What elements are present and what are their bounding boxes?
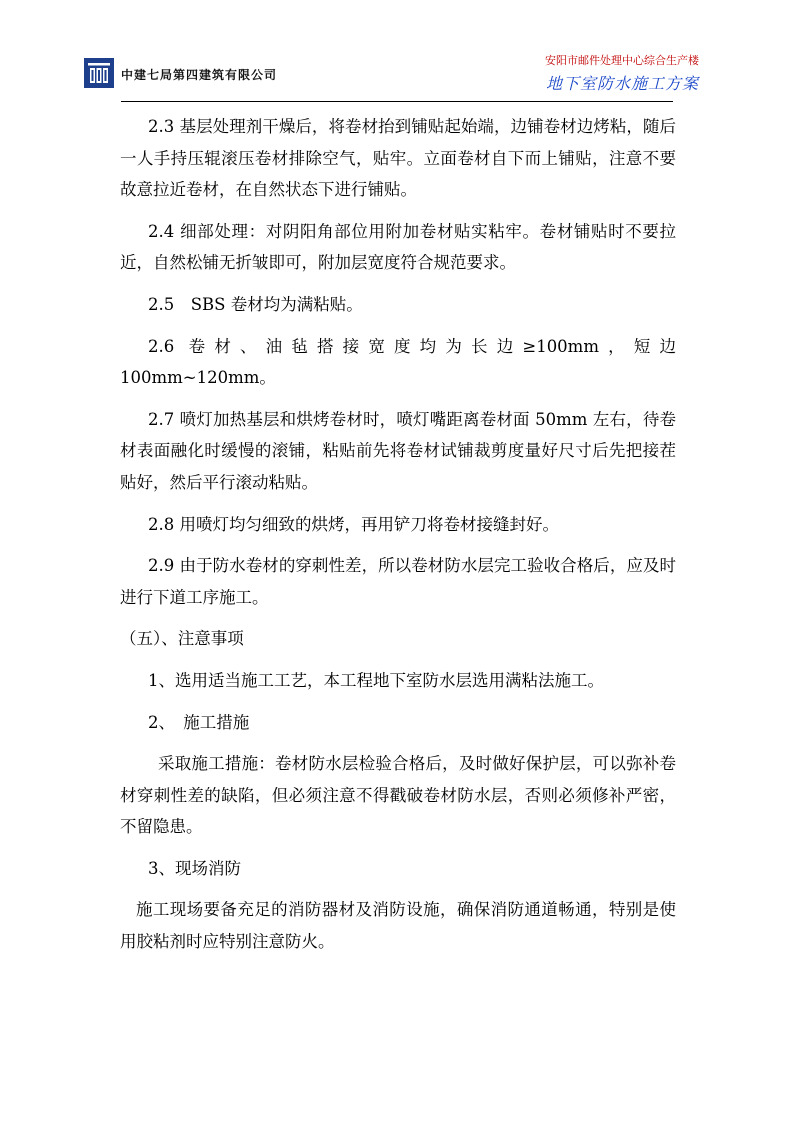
- list-item-3-text: 施工现场要备充足的消防器材及消防设施，确保消防通道畅通，特别是使用胶粘剂时应特别注意防火。: [120, 900, 676, 952]
- document-title: 地下室防水施工方案: [545, 74, 699, 93]
- list-item-2-text: 采取施工措施：卷材防水层检验合格后，及时做好保护层，可以弥补卷材穿刺性差的缺陷，但必须注意不得戳破卷材防水层，否则必须修补严密，不留隐患。: [120, 754, 676, 837]
- list-item-2-heading: 2、 施工措施: [148, 712, 250, 732]
- project-name: 安阳市邮件处理中心综合生产楼: [545, 54, 699, 67]
- paragraph-2-3: 2.3 基层处理剂干燥后，将卷材抬到铺贴起始端，边铺卷材边烤粘，随后一人手持压辊滚压卷材排除空气，贴牢。立面卷材自下而上铺贴，注意不要故意拉近卷材，在自然状态下进行铺贴。: [120, 117, 676, 200]
- document-body: [120, 111, 676, 968]
- paragraph-2-5: 2.5 SBS 卷材均为满粘贴。: [148, 294, 363, 314]
- section-heading: （五）、注意事项: [120, 629, 244, 649]
- company-logo-icon: [84, 58, 114, 88]
- paragraph-2-9: 2.9 由于防水卷材的穿刺性差，所以卷材防水层完工验收合格后，应及时进行下道工序施工。: [120, 556, 676, 607]
- header-divider: [121, 101, 673, 102]
- list-item-3-heading: 3、现场消防: [148, 858, 241, 878]
- paragraph-2-6: 2.6 卷材、油毡搭接宽度均为长边≥100mm，短边 100mm~120mm。: [120, 336, 676, 388]
- paragraph-2-4: 2.4 细部处理：对阴阳角部位用附加卷材贴实粘牢。卷材铺贴时不要拉近，自然松铺无折皱即可，附加层宽度符合规范要求。: [120, 221, 676, 273]
- paragraph-2-8: 2.8 用喷灯均匀细致的烘烤，再用铲刀将卷材接缝封好。: [148, 514, 559, 534]
- company-name: 中建七局第四建筑有限公司: [121, 68, 278, 82]
- list-item-1: 1、选用适当施工工艺，本工程地下室防水层选用满粘法施工。: [148, 670, 604, 690]
- paragraph-2-7: 2.7 喷灯加热基层和烘烤卷材时，喷灯嘴距离卷材面 50mm 左右，待卷材表面融化时缓慢的滚铺，粘贴前先将卷材试铺裁剪度量好尺寸后先把接茬贴好，然后平行滚动粘贴。: [120, 409, 676, 492]
